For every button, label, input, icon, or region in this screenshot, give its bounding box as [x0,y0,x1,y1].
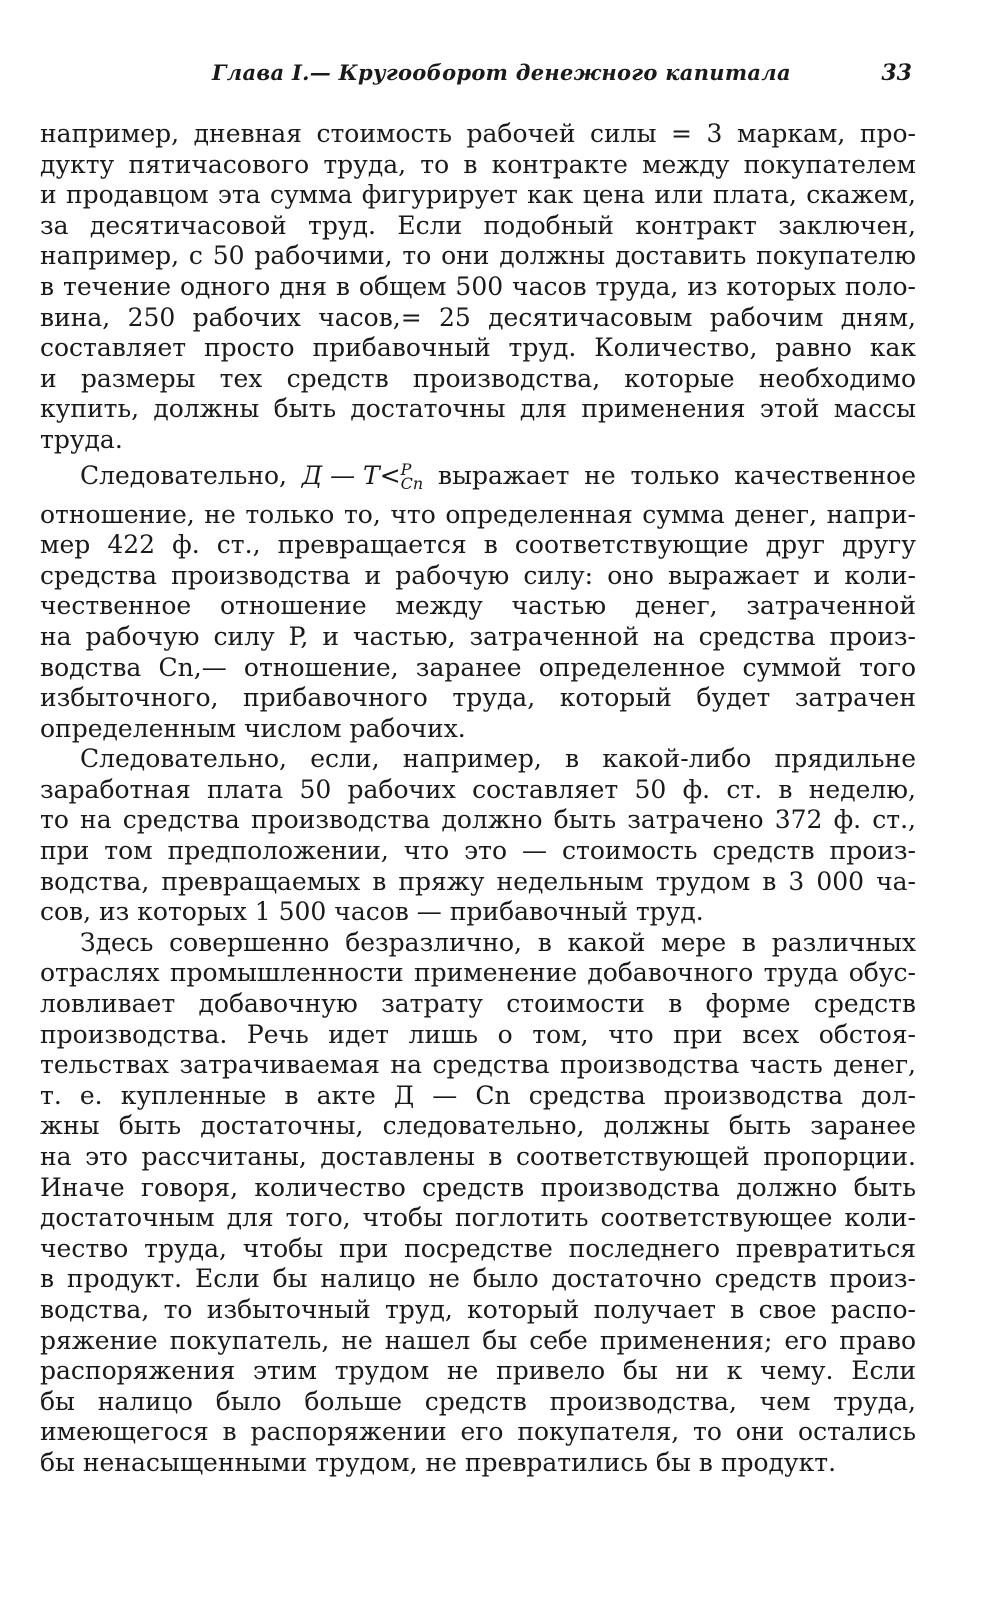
text-line: труда. [40,424,123,454]
text-line: чественное отношение между частью денег, затраченной [40,591,916,621]
text-line: бы ненасыщенными трудом, не превратились бы в продукт. [40,1447,837,1477]
text-line: избыточного, прибавочного труда, который будет затрачен [40,683,916,713]
text-line: сов, из которых 1 500 часов — прибавочный труд. [40,897,704,927]
text-line: Следовательно, если, например, в какой-либо прядильне [80,744,916,774]
text-line: например, с 50 рабочими, то они должны доставить покупателю [40,241,916,271]
text-line: на это рассчитаны, доставлены в соответствующей пропорции. [40,1142,916,1171]
formula-line [40,456,916,500]
formula [302,456,423,496]
text-line: за десятичасовой труд. Если подобный контракт заключен, [40,210,916,240]
text-line: Здесь совершенно безразлично, в какой мере в различных [80,927,916,957]
formula-rest: выражает не только качественное [438,460,916,490]
running-head [40,60,916,96]
text-line: бы налицо было больше средств производства, чем труда, [40,1386,916,1416]
text-line: то на средства производства должно быть затрачено 372 ф. ст., [40,805,916,835]
text-line: чество труда, чтобы при посредстве последнего превратиться [40,1233,916,1263]
text-line: в течение одного дня в общем 500 часов труда, из которых поло- [40,271,916,301]
text-line: производства. Речь идет лишь о том, что при всех обстоя- [40,1019,916,1049]
text-line: достаточным для того, чтобы поглотить соответствующее коли- [40,1203,916,1233]
text-line: при том предположении, что это — стоимость средств произ- [40,836,916,866]
text-line: распоряжения этим трудом не привело бы ни к чему. Если [40,1356,916,1386]
paragraph-4 [40,928,916,1479]
text-line: Иначе говоря, количество средств производства должно быть [40,1172,916,1202]
fraction-top: P [400,460,412,480]
text-line: ловливает добавочную затрату стоимости в форме средств [40,989,916,1019]
formula-fraction [400,460,424,494]
formula-main: Д — Т< [301,460,401,490]
text-line: мер 422 ф. ст., превращается в соответствующие друг другу [40,530,916,560]
text-line: имеющегося в распоряжении его покупателя, то они остались [40,1417,916,1447]
text-line: вина, 250 рабочих часов,= 25 десятичасовым рабочим дням, [40,302,916,332]
formula-lead: Следовательно, [80,460,288,490]
text-line: составляет просто прибавочный труд. Количество, равно как [40,333,916,363]
text-line: средства производства и рабочую силу: оно выражает и коли- [40,560,916,590]
book-page [40,0,916,1607]
text-line: жны быть достаточны, следовательно, должны быть заранее [40,1111,916,1141]
text-line: т. е. купленные в акте Д — Cn средства производства дол- [40,1080,916,1110]
text-line: например, дневная стоимость рабочей силы = 3 маркам, про- [40,119,916,148]
text-line: заработная плата 50 рабочих составляет 50 ф. ст. в неделю, [40,774,916,804]
page-number: 33 [881,60,912,86]
fraction-bottom: Cn [400,474,424,494]
text-line: ряжение покупатель, не нашел бы себе применения; его право [40,1325,916,1355]
text-line: водства, превращаемых в пряжу недельным трудом в 3 000 ча- [40,866,916,896]
text-line: купить, должны быть достаточны для применения этой массы [40,394,916,424]
text-line: определенным числом рабочих. [40,713,466,743]
text-line: на рабочую силу P, и частью, затраченной на средства произ- [40,621,916,651]
text-line: и размеры тех средств производства, которые необходимо [40,363,916,393]
text-line: водства, то избыточный труд, который получает в свое распо- [40,1294,916,1324]
text-line: водства Cn,— отношение, заранее определенное суммой того [40,652,916,682]
text-line: в продукт. Если бы налицо не было достаточно средств произ- [40,1264,916,1294]
body-text [40,119,916,1479]
text-line: тельствах затрачиваемая на средства производства часть денег, [40,1050,916,1080]
paragraph-1 [40,119,916,456]
paragraph-3 [40,744,916,928]
text-line: отношение, не только то, что определенная сумма денег, напри- [40,499,916,529]
text-line: дукту пятичасового труда, то в контракте между покупателем [40,149,916,179]
chapter-title: Глава I.— Кругооборот денежного капитала [212,60,791,85]
text-line: отраслях промышленности применение добавочного труда обус- [40,958,916,988]
text-line: и продавцом эта сумма фигурирует как цена или плата, скажем, [40,180,916,210]
paragraph-2 [40,456,916,745]
